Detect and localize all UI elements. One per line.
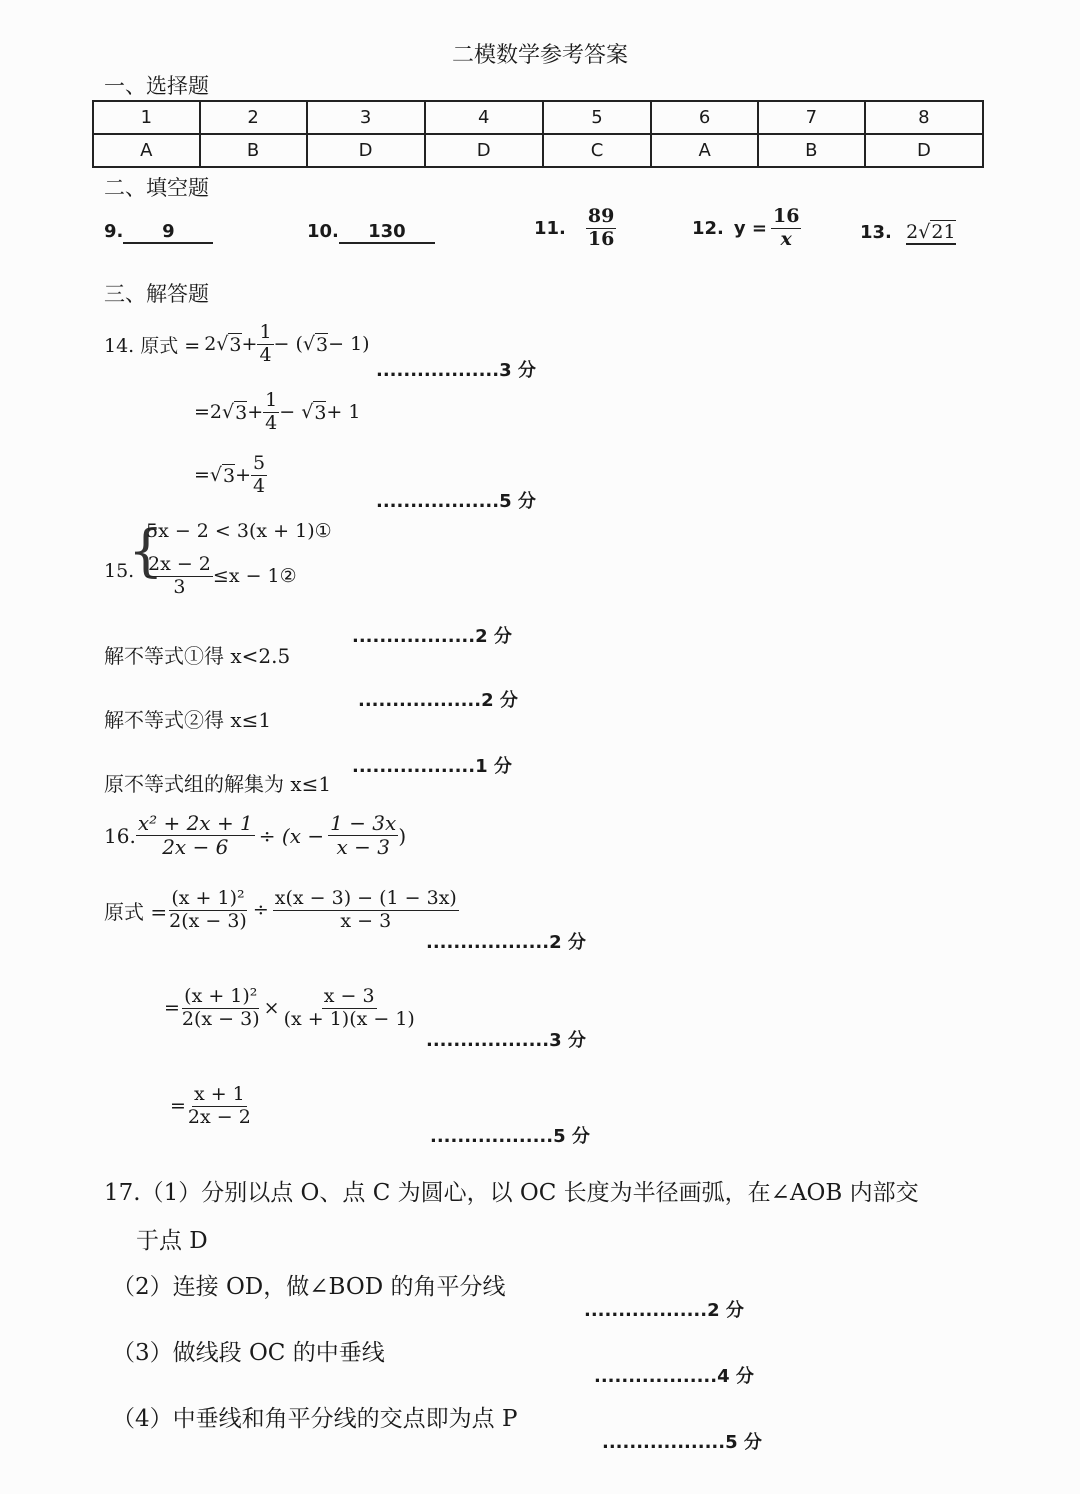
denominator: 4	[259, 343, 272, 366]
q14-term: − 1)	[328, 333, 370, 356]
table-cell: C	[543, 134, 652, 167]
q13-coefficient: 2	[906, 221, 919, 243]
q14-term: =2√	[194, 401, 235, 424]
answer-row	[93, 134, 983, 167]
q17-step-1: 17.（1）分别以点 O、点 C 为圆心，以 OC 长度为半径画弧，在∠AOB 内部交	[104, 1180, 919, 1206]
fill-q11	[534, 206, 616, 251]
page-title: 二模数学参考答案	[451, 43, 628, 68]
denominator: 4	[265, 411, 278, 434]
system-brace: {	[128, 519, 164, 584]
q10-label: 10.	[307, 221, 339, 242]
q14-term: − √	[279, 401, 314, 424]
fill-q9	[104, 221, 213, 244]
table-cell: A	[93, 134, 200, 167]
fill-q10	[307, 221, 435, 244]
q14-term: + 1	[326, 401, 361, 424]
table-cell: D	[865, 134, 983, 167]
numerator: x − 3	[323, 985, 375, 1007]
q14-op: +	[247, 401, 264, 424]
numerator: 1	[265, 389, 278, 411]
numerator: 1 − 3x	[330, 811, 397, 835]
q16-operator: ×	[263, 997, 280, 1020]
q9-label: 9.	[104, 221, 124, 242]
q12-numerator: 16	[772, 205, 800, 227]
q16-line2-fraction-2	[282, 986, 417, 1031]
denominator: 2(x − 3)	[169, 909, 247, 932]
q16-label: 16.	[104, 823, 136, 848]
q15-inequality-1: 5x − 2 < 3(x + 1)①	[146, 520, 332, 542]
q11-denominator: 16	[587, 227, 615, 250]
table-cell: 3	[307, 101, 425, 134]
q17-step-3: （3）做线段 OC 的中垂线	[112, 1340, 385, 1366]
table-cell: B	[200, 134, 307, 167]
q16-score-2: ..................3 分	[426, 1030, 586, 1051]
question-number-row	[93, 101, 983, 134]
q16-fraction-1	[136, 812, 255, 859]
q14-fraction-1	[257, 322, 273, 367]
q16-line-2	[164, 986, 417, 1031]
denominator: 2x − 2	[187, 1105, 251, 1128]
q13-radicand: 21	[931, 221, 956, 243]
numerator: x + 1	[193, 1083, 245, 1105]
q16-equals: =	[170, 1095, 186, 1118]
fill-q12	[692, 206, 801, 251]
denominator: 3	[173, 575, 186, 598]
section-solution-heading: 三、解答题	[104, 282, 209, 306]
q14-radicand: 3	[316, 333, 329, 356]
q12-denominator: x	[780, 227, 792, 250]
table-cell: 1	[93, 101, 200, 134]
q14-op: +	[241, 333, 258, 356]
q15-inequality-2-rest: ≤x − 1②	[212, 565, 297, 588]
section-choice-heading: 一、选择题	[104, 74, 209, 98]
q17-score-1: ..................2 分	[584, 1300, 744, 1321]
q12-fraction	[771, 206, 801, 251]
q15-score-3: ..................1 分	[352, 756, 512, 777]
denominator: x − 3	[336, 835, 390, 859]
q16-close-paren: )	[398, 823, 407, 848]
q12-prefix: y =	[733, 217, 767, 239]
q15-fraction	[146, 554, 213, 599]
denominator: 2(x − 3)	[181, 1007, 260, 1030]
q16-operator: ÷	[252, 899, 269, 922]
q17-step-4: （4）中垂线和角平分线的交点即为点 P	[112, 1406, 518, 1432]
q15-step-1: 解不等式①得 x<2.5	[104, 644, 291, 668]
numerator: x(x − 3) − (1 − 3x)	[274, 887, 457, 909]
q16-line1-fraction-2	[273, 888, 459, 933]
q14-fraction-3	[251, 453, 267, 498]
q14-radicand: 3	[229, 333, 242, 356]
q16-line3-fraction	[186, 1084, 253, 1129]
q17-score-2: ..................4 分	[594, 1366, 754, 1387]
q15-step-2: 解不等式②得 x≤1	[104, 708, 272, 732]
choice-answer-table	[92, 100, 984, 168]
q14-op: +	[235, 464, 252, 487]
table-cell: 4	[425, 101, 543, 134]
q11-label: 11.	[534, 217, 566, 239]
section-fill-heading: 二、填空题	[104, 176, 209, 200]
table-cell: 6	[651, 101, 758, 134]
numerator: 5	[253, 452, 266, 474]
denominator: (x + 1)(x − 1)	[283, 1007, 415, 1030]
denominator: x − 3	[340, 909, 392, 932]
q14-fraction-2	[263, 390, 279, 435]
numerator: (x + 1)²	[184, 985, 258, 1007]
q16-expression	[104, 812, 406, 859]
denominator: 2x − 6	[162, 835, 229, 859]
numerator: 2x − 2	[148, 553, 211, 575]
q13-label: 13.	[860, 222, 892, 243]
q14-line-2	[194, 390, 360, 435]
q14-score-1: ..................3 分	[376, 360, 536, 381]
q14-line-3	[194, 453, 267, 498]
q11-numerator: 89	[587, 205, 615, 227]
q16-score-3: ..................5 分	[430, 1126, 590, 1147]
q14-label: 14. 原式 =	[104, 334, 201, 357]
q10-answer: 130	[339, 221, 435, 244]
denominator: 4	[253, 474, 266, 497]
q16-line2-fraction-1	[180, 986, 262, 1031]
q16-line-3	[170, 1084, 253, 1129]
q14-term: =√	[194, 464, 223, 487]
q17-step-2: （2）连接 OD，做∠BOD 的角平分线	[112, 1274, 506, 1300]
q13-answer: 2√21	[906, 221, 956, 243]
q15-score-1: ..................2 分	[352, 626, 512, 647]
q12-label: 12.	[692, 217, 724, 239]
q16-line-label: 原式 =	[104, 899, 168, 924]
table-cell: 7	[758, 101, 865, 134]
q17-step-1-continued: 于点 D	[136, 1228, 208, 1254]
q9-answer: 9	[123, 221, 213, 244]
q14-term: − (√	[273, 333, 316, 356]
q14-score-2: ..................5 分	[376, 491, 536, 512]
q14-term: 2√	[204, 333, 229, 356]
table-cell: 2	[200, 101, 307, 134]
q14-line-1	[104, 322, 370, 367]
q15-step-3: 原不等式组的解集为 x≤1	[104, 772, 332, 796]
q16-fraction-2	[328, 812, 398, 859]
table-cell: D	[425, 134, 543, 167]
numerator: 1	[259, 321, 272, 343]
q14-radicand: 3	[223, 464, 236, 487]
numerator: x² + 2x + 1	[137, 811, 253, 835]
numerator: (x + 1)²	[171, 887, 245, 909]
q17-score-3: ..................5 分	[602, 1432, 762, 1453]
fill-q13	[860, 221, 956, 245]
q15-score-2: ..................2 分	[358, 690, 518, 711]
q15-label: 15.	[104, 560, 135, 582]
table-cell: D	[307, 134, 425, 167]
q14-radicand: 3	[235, 401, 248, 424]
q16-equals: =	[164, 997, 180, 1020]
q16-operator: ÷ (x −	[258, 823, 325, 848]
table-cell: B	[758, 134, 865, 167]
q14-radicand: 3	[314, 401, 327, 424]
table-cell: 8	[865, 101, 983, 134]
q16-line1-fraction-1	[167, 888, 249, 933]
table-cell: 5	[543, 101, 652, 134]
q11-fraction	[586, 206, 616, 251]
q16-line-1	[104, 888, 459, 933]
q15-inequality-2	[146, 554, 297, 599]
table-cell: A	[651, 134, 758, 167]
q16-score-1: ..................2 分	[426, 932, 586, 953]
